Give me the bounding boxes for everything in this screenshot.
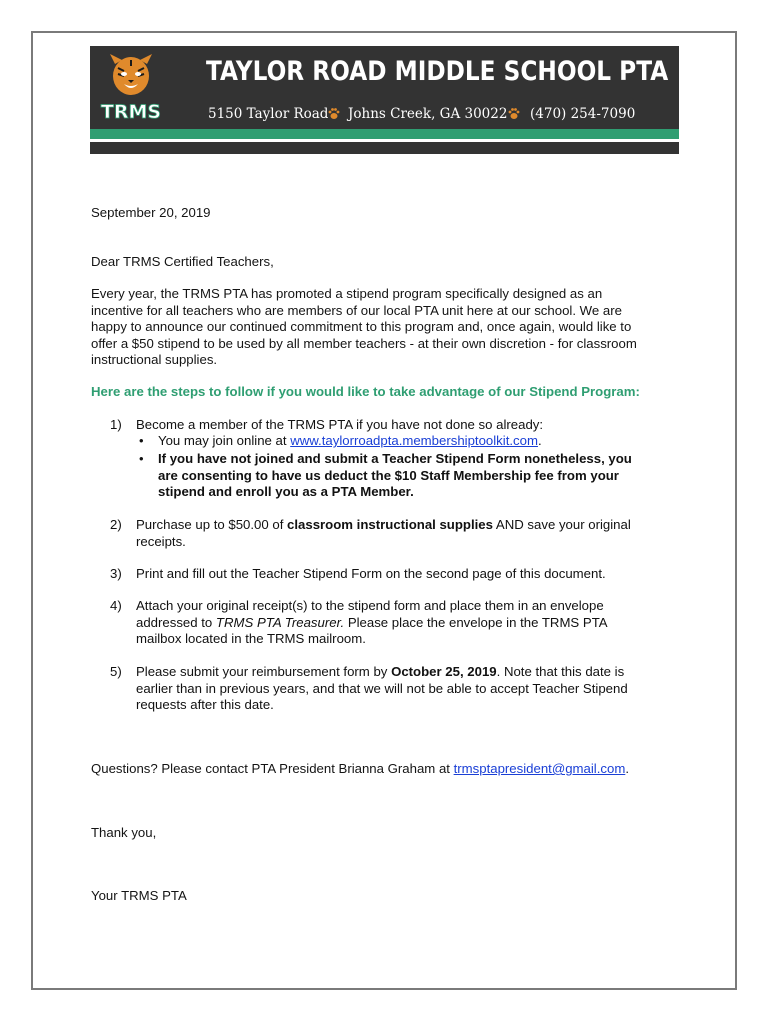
city-address: Johns Creek, GA 30022 — [348, 106, 508, 122]
bullet-1-period: . — [537, 433, 542, 448]
phone-number: (470) 254-7090 — [530, 106, 636, 122]
step-number: 1) — [110, 417, 122, 432]
step-number: 2) — [110, 517, 122, 532]
step-1-bullet-2 — [158, 451, 668, 501]
intro-line: instructional supplies. — [91, 352, 218, 367]
step-4-text — [136, 598, 666, 648]
paw-icon — [328, 107, 340, 120]
letter-date: September 20, 2019 — [91, 205, 211, 220]
step-4-line3: mailbox located in the TRMS mailroom. — [136, 631, 366, 646]
step-5-deadline: October 25, 2019 — [391, 664, 497, 679]
step-3-text: Print and fill out the Teacher Stipend Form on the second page of this document. — [136, 566, 606, 581]
banner-stripe-white — [90, 139, 679, 142]
step-5-pre: Please submit your reimbursement form by — [136, 664, 392, 679]
step-4-italic: TRMS PTA Treasurer. — [215, 614, 345, 630]
logo-text: TRMS — [100, 101, 162, 123]
membership-link[interactable]: www.taylorroadpta.membershiptoolkit.com — [290, 433, 538, 448]
closing: Thank you, — [91, 825, 157, 840]
bullet-2-line: are consenting to have us deduct the $10 Staff Membership fee from your — [158, 467, 619, 483]
questions-line — [91, 761, 629, 778]
intro-line: happy to announce our continued commitment to this program and, once again, would like to — [91, 319, 632, 334]
banner-stripe — [90, 129, 679, 139]
step-5-post: . Note that this date is — [496, 664, 625, 679]
step-2-bold: classroom instructional supplies — [287, 517, 493, 532]
street-address: 5150 Taylor Road — [208, 106, 329, 122]
step-4-post: Please place the envelope in the TRMS PTA — [344, 614, 608, 630]
step-1-bullet-1 — [158, 433, 668, 450]
questions-text: Questions? Please contact PTA President Brianna Graham at — [91, 761, 454, 776]
step-4-line1: Attach your original receipt(s) to the stipend form and place them in an envelope — [136, 598, 604, 613]
intro-line: offer a $50 stipend to be used by all member teachers - at their own discretion - for classroom — [91, 335, 637, 351]
step-1-text: Become a member of the TRMS PTA if you have not done so already: — [136, 417, 544, 432]
step-number: 3) — [110, 566, 122, 581]
step-number: 4) — [110, 598, 122, 613]
paw-icon — [508, 107, 520, 120]
president-email-link[interactable]: trmsptapresident@gmail.com — [453, 761, 626, 776]
bullet-icon: • — [139, 451, 144, 466]
step-5-text — [136, 664, 666, 714]
step-2-pre: Purchase up to $50.00 of — [136, 517, 288, 532]
bullet-1-text: You may join online at — [158, 433, 291, 448]
intro-line: Every year, the TRMS PTA has promoted a stipend program specifically designed as an — [91, 286, 603, 301]
questions-period: . — [625, 761, 629, 776]
tiger-logo — [98, 52, 164, 124]
bullet-2-line: If you have not joined and submit a Teacher Stipend Form nonetheless, you — [158, 451, 632, 466]
greeting: Dear TRMS Certified Teachers, — [91, 254, 274, 269]
bullet-2-line: stipend and enroll you as a PTA Member. — [158, 484, 414, 499]
signature: Your TRMS PTA — [91, 888, 187, 903]
step-4-pre: addressed to — [136, 614, 216, 630]
step-2-line2: receipts. — [136, 533, 186, 549]
school-name: TAYLOR ROAD MIDDLE SCHOOL PTA — [206, 56, 669, 87]
page-border — [31, 31, 737, 990]
step-number: 5) — [110, 664, 122, 679]
step-2-text — [136, 517, 666, 550]
intro-paragraph — [91, 286, 637, 369]
bullet-icon: • — [139, 433, 144, 448]
intro-line: incentive for all teachers who are members of our local PTA unit here at our school. We are — [91, 302, 622, 318]
letterhead-banner — [90, 46, 679, 154]
step-5-line3: requests after this date. — [136, 697, 274, 712]
step-5-line2: earlier than in previous years, and that we will not be able to accept Teacher Stipend — [136, 680, 628, 696]
step-2-post: AND save your original — [492, 517, 631, 532]
steps-heading: Here are the steps to follow if you would like to take advantage of our Stipend Program: — [91, 384, 640, 399]
